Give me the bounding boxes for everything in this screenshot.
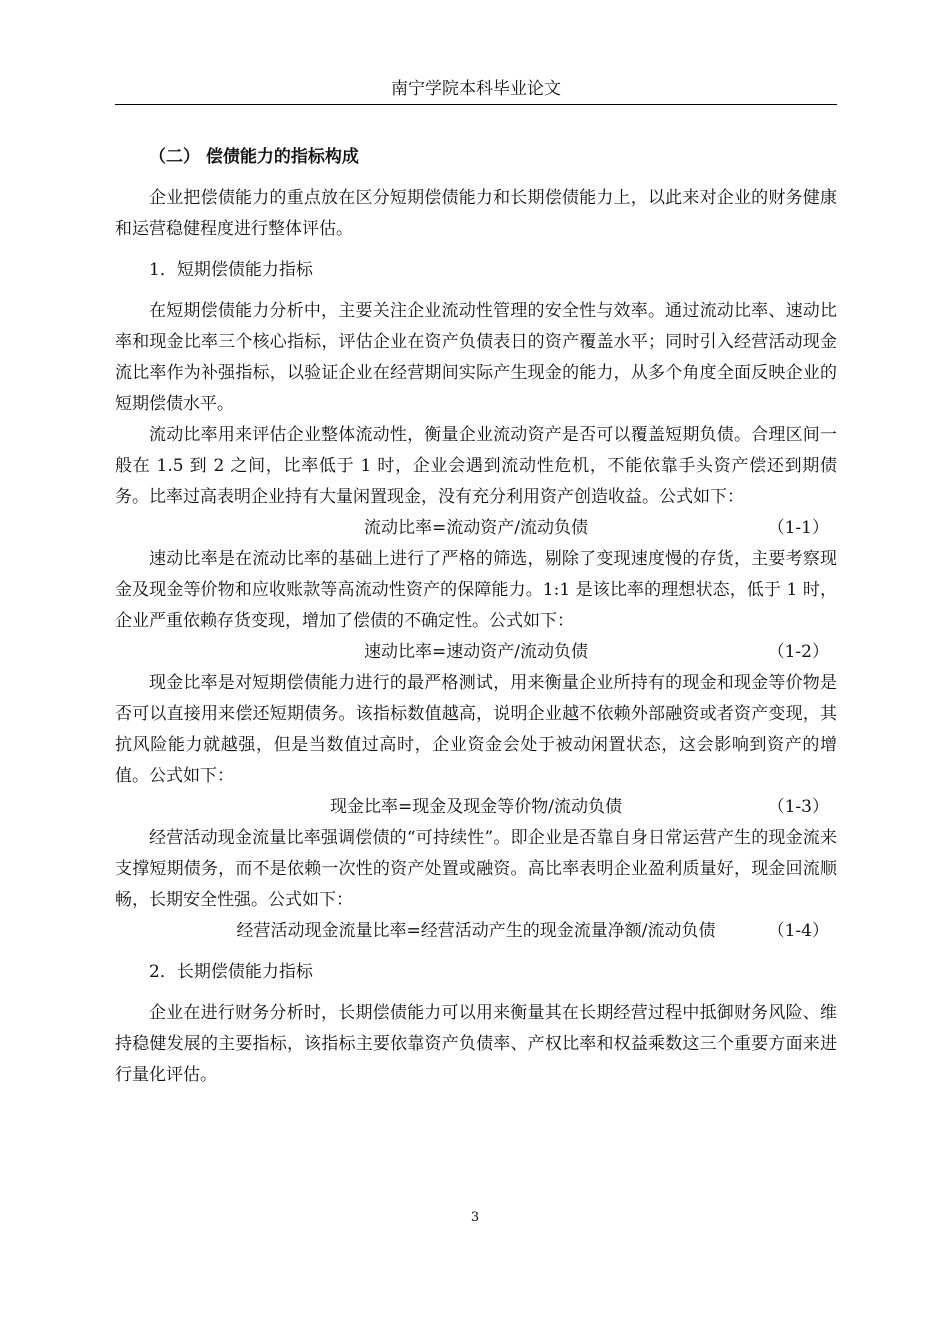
formula-1-4 xyxy=(115,916,837,947)
formula-number: （1-4） xyxy=(767,921,829,941)
page-header xyxy=(115,74,837,105)
quick-ratio-paragraph: 速动比率是在流动比率的基础上进行了严格的筛选，剔除了变现速度慢的存货，主要考察现金及现金等价物和应收账款等高流动性资产的保障能力。1:1 是该比率的理想状态，低于 1 时，企业严重依赖存货变现，增加了偿债的不确定性。公式如下： xyxy=(115,549,837,631)
formula-number: （1-1） xyxy=(767,518,829,538)
intro-paragraph: 企业把偿债能力的重点放在区分短期偿债能力和长期偿债能力上，以此来对企业的财务健康和运营稳健程度进行整体评估。 xyxy=(115,188,837,239)
page-number: 3 xyxy=(470,1210,480,1225)
formula-text: 流动比率=流动资产/流动负债 xyxy=(364,518,588,538)
header-title: 南宁学院本科毕业论文 xyxy=(391,79,561,99)
long-term-title: 2．长期偿债能力指标 xyxy=(149,962,313,982)
formula-number: （1-3） xyxy=(767,797,829,817)
formula-text: 现金比率=现金及现金等价物/流动负债 xyxy=(330,797,622,817)
short-term-paragraph-1: 在短期偿债能力分析中，主要关注企业流动性管理的安全性与效率。通过流动比率、速动比率和现金比率三个核心指标，评估企业在资产负债表日的资产覆盖水平；同时引入经营活动现金流比率作为补强指标，以验证企业在经营期间实际产生现金的能力，从多个角度全面反映企业的短期偿债水平。 xyxy=(115,301,837,414)
page-body xyxy=(115,142,837,1091)
formula-1-2 xyxy=(115,637,837,668)
formula-text: 速动比率=速动资产/流动负债 xyxy=(364,642,588,662)
long-term-paragraph-1: 企业在进行财务分析时，长期偿债能力可以用来衡量其在长期经营过程中抵御财务风险、维持稳健发展的主要指标，该指标主要依靠资产负债率、产权比率和权益乘数这三个重要方面来进行量化评估。 xyxy=(115,1003,837,1085)
formula-1-3 xyxy=(115,792,837,823)
short-term-title: 1．短期偿债能力指标 xyxy=(149,260,313,280)
formula-text: 经营活动现金流量比率=经营活动产生的现金流量净额/流动负债 xyxy=(236,921,716,941)
cash-ratio-paragraph: 现金比率是对短期偿债能力进行的最严格测试，用来衡量企业所持有的现金和现金等价物是否可以直接用来偿还短期债务。该指标数值越高，说明企业越不依赖外部融资或者资产变现，其抗风险能力就越强，但是当数值过高时，企业资金会处于被动闲置状态，这会影响到资产的增值。公式如下： xyxy=(115,673,837,786)
formula-number: （1-2） xyxy=(767,642,829,662)
operating-cashflow-paragraph: 经营活动现金流量比率强调偿债的“可持续性”。即企业是否靠自身日常运营产生的现金流来支撑短期债务，而不是依赖一次性的资产处置或融资。高比率表明企业盈利质量好，现金回流顺畅，长期安全性强。公式如下： xyxy=(115,828,837,910)
current-ratio-paragraph: 流动比率用来评估企业整体流动性，衡量企业流动资产是否可以覆盖短期负债。合理区间一般在 1.5 到 2 之间，比率低于 1 时，企业会遇到流动性危机，不能依靠手头资产偿还到期债务。比率过高表明企业持有大量闲置现金，没有充分利用资产创造收益。公式如下： xyxy=(115,425,837,507)
formula-1-1 xyxy=(115,513,837,544)
section-heading: （二） 偿债能力的指标构成 xyxy=(149,147,359,167)
